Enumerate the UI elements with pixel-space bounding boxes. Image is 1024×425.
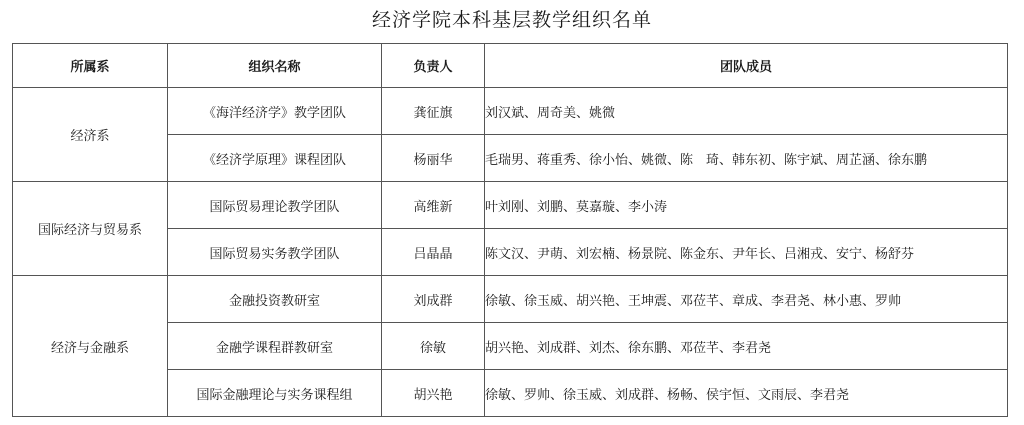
members-cell: 叶刘刚、刘鹏、莫嘉璇、李小涛: [485, 182, 1008, 229]
leader-cell: 胡兴艳: [382, 370, 485, 417]
department-cell: 国际经济与贸易系: [13, 182, 168, 276]
header-leader: 负责人: [382, 44, 485, 88]
leader-cell: 吕晶晶: [382, 229, 485, 276]
leader-cell: 刘成群: [382, 276, 485, 323]
table-row: [13, 88, 1008, 135]
members-cell: 毛瑞男、蒋重秀、徐小怡、姚微、陈 琦、韩东初、陈宇斌、周芷涵、徐东鹏: [485, 135, 1008, 182]
members-cell: 徐敏、徐玉威、胡兴艳、王坤震、邓莅芊、章成、李君尧、林小惠、罗帅: [485, 276, 1008, 323]
leader-cell: 徐敏: [382, 323, 485, 370]
header-members: 团队成员: [485, 44, 1008, 88]
department-cell: 经济系: [13, 88, 168, 182]
members-cell: 徐敏、罗帅、徐玉威、刘成群、杨畅、侯宇恒、文雨辰、李君尧: [485, 370, 1008, 417]
organization-cell: 《经济学原理》课程团队: [168, 135, 382, 182]
table-header-row: [13, 44, 1008, 88]
table-row: [13, 182, 1008, 229]
table-row: [13, 276, 1008, 323]
organization-cell: 《海洋经济学》教学团队: [168, 88, 382, 135]
organization-cell: 金融投资教研室: [168, 276, 382, 323]
header-department: 所属系: [13, 44, 168, 88]
organization-cell: 国际金融理论与实务课程组: [168, 370, 382, 417]
organization-cell: 金融学课程群教研室: [168, 323, 382, 370]
teaching-organization-table: [12, 43, 1008, 417]
header-organization: 组织名称: [168, 44, 382, 88]
leader-cell: 杨丽华: [382, 135, 485, 182]
members-cell: 刘汉斌、周奇美、姚微: [485, 88, 1008, 135]
department-cell: 经济与金融系: [13, 276, 168, 417]
leader-cell: 高维新: [382, 182, 485, 229]
organization-cell: 国际贸易理论教学团队: [168, 182, 382, 229]
leader-cell: 龚征旗: [382, 88, 485, 135]
members-cell: 胡兴艳、刘成群、刘杰、徐东鹏、邓莅芊、李君尧: [485, 323, 1008, 370]
organization-cell: 国际贸易实务教学团队: [168, 229, 382, 276]
members-cell: 陈文汉、尹萌、刘宏楠、杨景院、陈金东、尹年长、吕湘戎、安宁、杨舒芬: [485, 229, 1008, 276]
document-title: 经济学院本科基层教学组织名单: [371, 9, 652, 31]
